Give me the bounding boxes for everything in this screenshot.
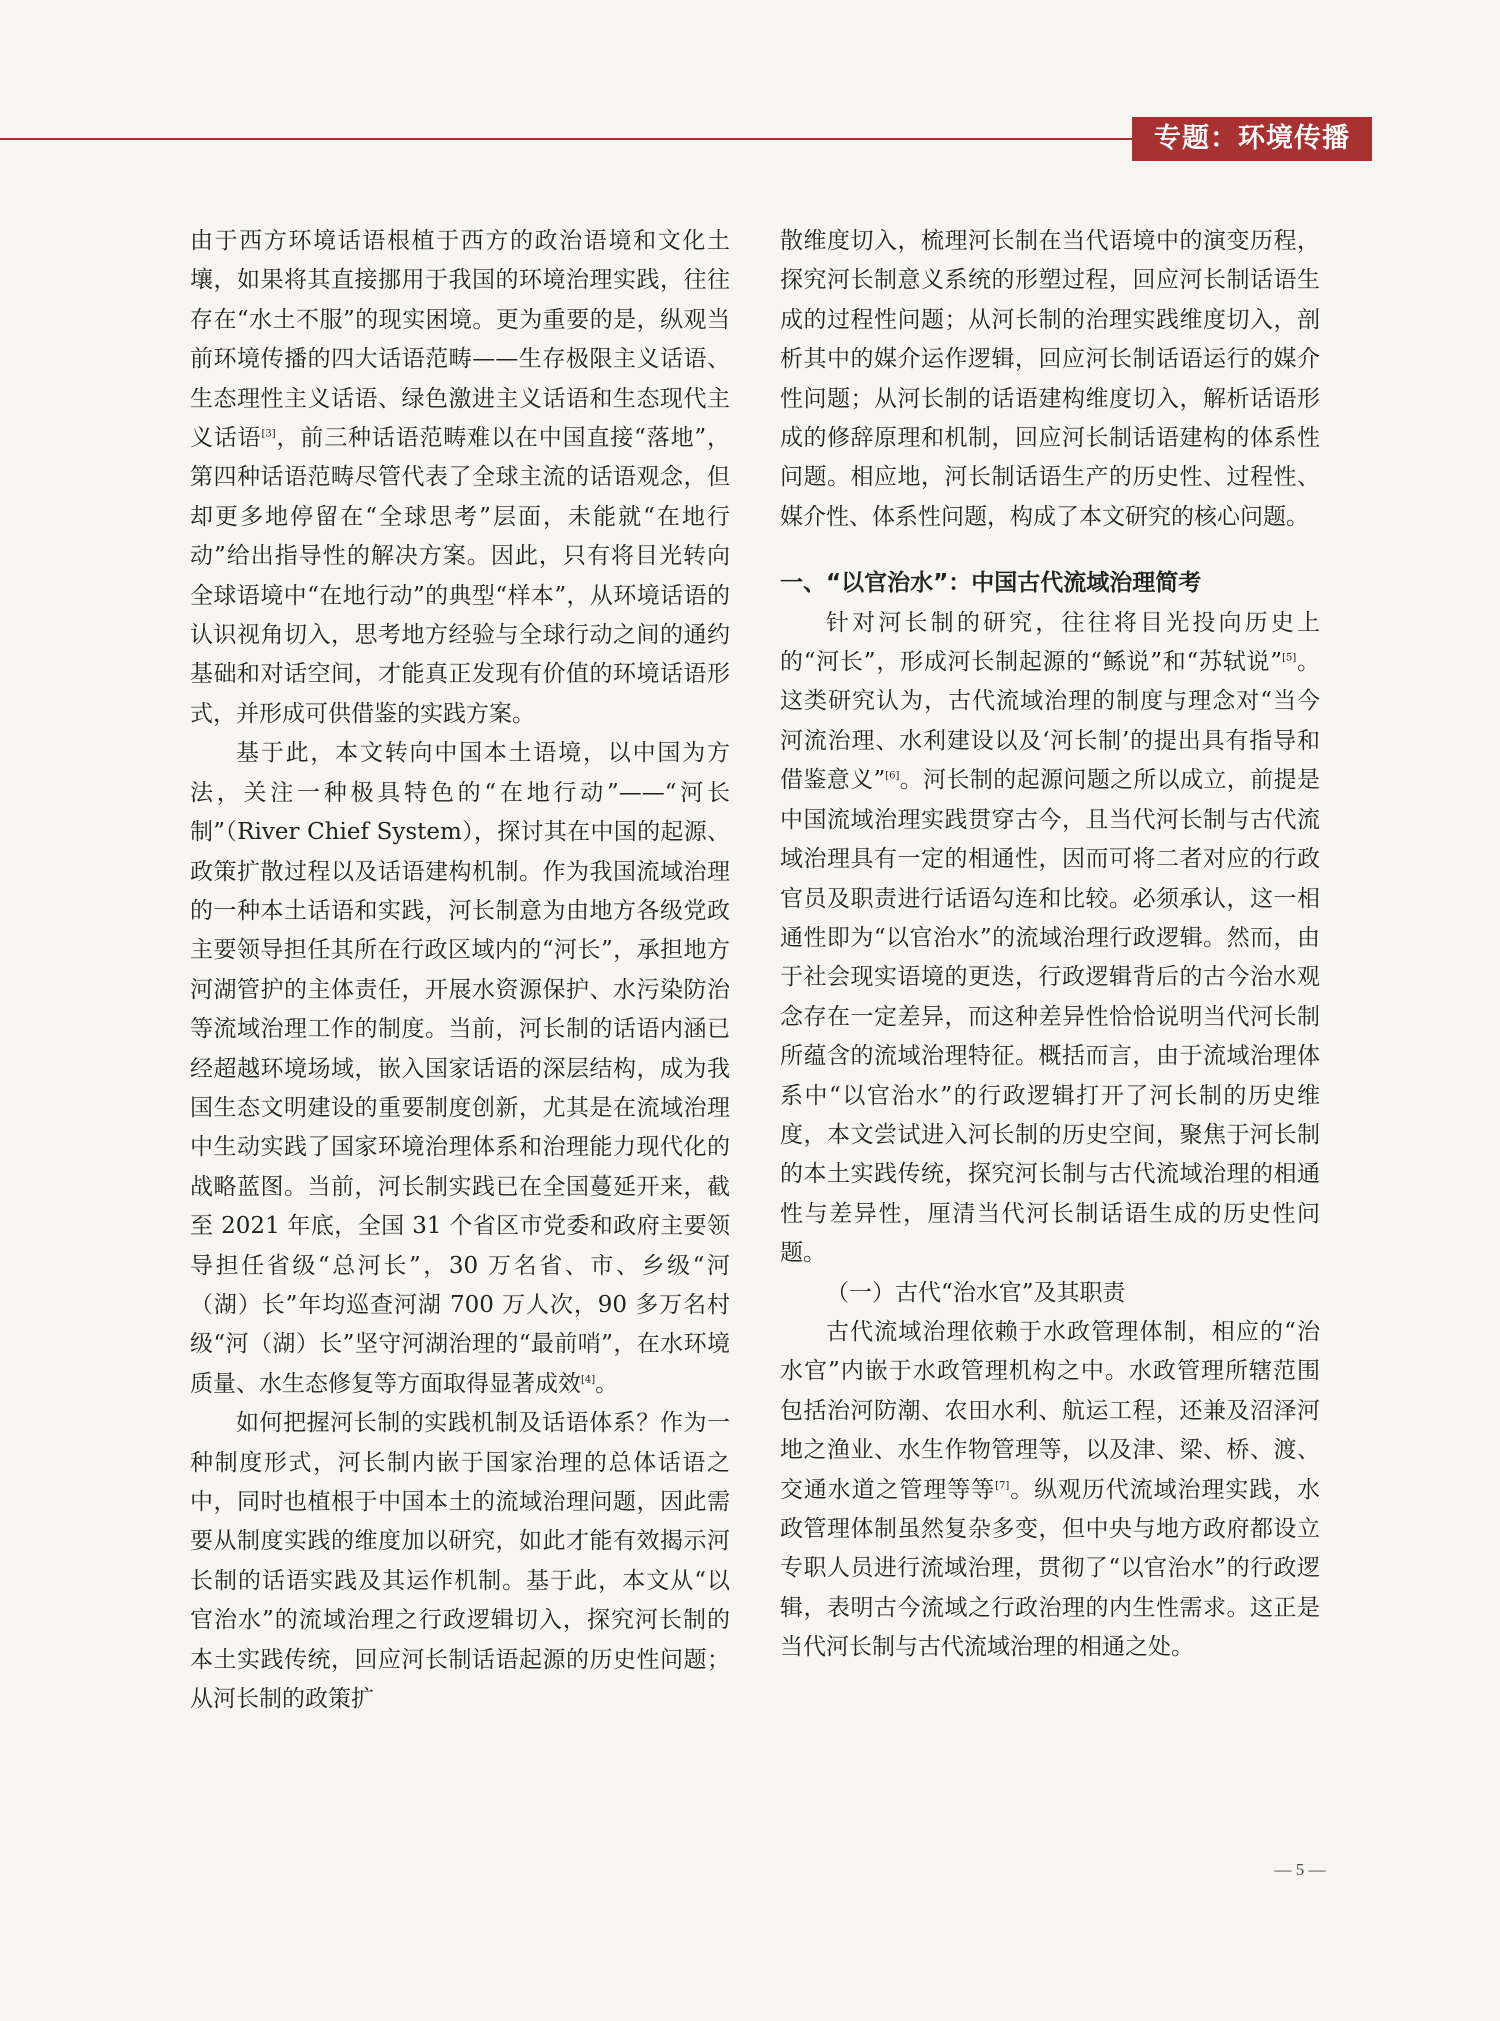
- paragraph: [190, 222, 730, 734]
- right-column: [780, 222, 1320, 1668]
- section-tag: 专题：环境传播: [1132, 117, 1372, 161]
- citation-ref: [5]: [1282, 652, 1297, 664]
- subheading: （一）古代“治水官”及其职责: [826, 1279, 1126, 1306]
- section-heading: 一、“以官治水”：中国古代流域治理简考: [780, 570, 1202, 597]
- paragraph-text: 。河长制的起源问题之所以成立，前提是中国流域治理实践贯穿古今，且当代河长制与古代流域治理具有一定的相通性，因而可将二者对应的行政官员及职责进行话语勾连和比较。必须承认，这一相通性即为“以官治水”的流域治理行政逻辑。然而，由于社会现实语境的更迭，行政逻辑背后的古今治水观念存在一定差异，而这种差异性恰恰说明当代河长制所蕴含的流域治理特征。概括而言，由于流域治理体系中“以官治水”的行政逻辑打开了河长制的历史维度，本文尝试进入河长制的历史空间，聚焦于河长制的本土实践传统，探究河长制与古代流域治理的相通性与差异性，厘清当代河长制话语生成的历史性问题。: [780, 767, 1320, 1267]
- citation-ref: [7]: [995, 1479, 1010, 1491]
- page-number: — 5 —: [1274, 1860, 1326, 1879]
- paragraph-text: 。: [595, 1370, 619, 1397]
- paragraph-text: 。这类研究认为，古代流域治理的制度与理念对“当今河流治理、水利建设以及‘河长制’的提出具有指导和借鉴意义”: [780, 649, 1320, 794]
- citation-ref: [3]: [261, 428, 276, 440]
- citation-ref: [6]: [885, 770, 900, 782]
- paragraph: [780, 604, 1320, 1274]
- paragraph-text: 由于西方环境话语根植于西方的政治语境和文化土壤，如果将其直接挪用于我国的环境治理实践，往往存在“水土不服”的现实困境。更为重要的是，纵观当前环境传播的四大话语范畴——生存极限主义话语、生态理性主义话语、绿色激进主义话语和生态现代主义话语: [190, 228, 730, 452]
- paragraph: 散维度切入，梳理河长制在当代语境中的演变历程，探究河长制意义系统的形塑过程，回应河长制话语生成的过程性问题；从河长制的治理实践维度切入，剖析其中的媒介运作逻辑，回应河长制话语运行的媒介性问题；从河长制的话语建构维度切入，解析话语形成的修辞原理和机制，回应河长制话语建构的体系性问题。相应地，河长制话语生产的历史性、过程性、媒介性、体系性问题，构成了本文研究的核心问题。: [780, 228, 1320, 530]
- paragraph: [190, 734, 730, 1404]
- paragraph-text: 。纵观历代流域治理实践，水政管理体制虽然复杂多变，但中央与地方政府都设立专职人员进行流域治理，贯彻了“以官治水”的行政逻辑，表明古今流域之行政治理的内生性需求。这正是当代河长制与古代流域治理的相通之处。: [780, 1476, 1320, 1661]
- citation-ref: [4]: [581, 1374, 596, 1386]
- paragraph-text: 基于此，本文转向中国本土语境，以中国为方法，关注一种极具特色的“在地行动”——“河长制”（River Chief System），探讨其在中国的起源、政策扩散过程以及话语建构机制。作为我国流域治理的一种本土话语和实践，河长制意为由地方各级党政主要领导担任其所在行政区域内的“河长”，承担地方河湖管护的主体责任，开展水资源保护、水污染防治等流域治理工作的制度。当前，河长制的话语内涵已经超越环境场域，嵌入国家话语的深层结构，成为我国生态文明建设的重要制度创新，尤其是在流域治理中生动实践了国家环境治理体系和治理能力现代化的战略蓝图。当前，河长制实践已在全国蔓延开来，截至 2021 年底，全国 31 个省区市党委和政府主要领导担任省级“总河长”，30 万名省、市、乡级“河（湖）长”年均巡查河湖 700 万人次，90 多万名村级“河（湖）长”坚守河湖治理的“最前哨”，在水环境质量、水生态修复等方面取得显著成效: [190, 740, 730, 1397]
- paragraph-text: 针对河长制的研究，往往将目光投向历史上的“河长”，形成河长制起源的“鲧说”和“苏轼说”: [780, 609, 1320, 676]
- paragraph-text: 古代流域治理依赖于水政管理体制，相应的“治水官”内嵌于水政管理机构之中。水政管理所辖范围包括治河防潮、农田水利、航运工程，还兼及沼泽河地之渔业、水生作物管理等，以及津、梁、桥、渡、交通水道之管理等等: [780, 1318, 1320, 1503]
- paragraph: 如何把握河长制的实践机制及话语体系？作为一种制度形式，河长制内嵌于国家治理的总体话语之中，同时也植根于中国本土的流域治理问题，因此需要从制度实践的维度加以研究，如此才能有效揭示河长制的话语实践及其运作机制。基于此，本文从“以官治水”的流域治理之行政逻辑切入，探究河长制的本土实践传统，回应河长制话语起源的历史性问题；从河长制的政策扩: [190, 1410, 730, 1713]
- paragraph-text: ，前三种话语范畴难以在中国直接“落地”，第四种话语范畴尽管代表了全球主流的话语观念，但却更多地停留在“全球思考”层面，未能就“在地行动”给出指导性的解决方案。因此，只有将目光转向全球语境中“在地行动”的典型“样本”，从环境话语的认识视角切入，思考地方经验与全球行动之间的通约基础和对话空间，才能真正发现有价值的环境话语形式，并形成可供借鉴的实践方案。: [190, 425, 730, 727]
- left-column: [190, 222, 730, 1719]
- paragraph: [780, 1313, 1320, 1668]
